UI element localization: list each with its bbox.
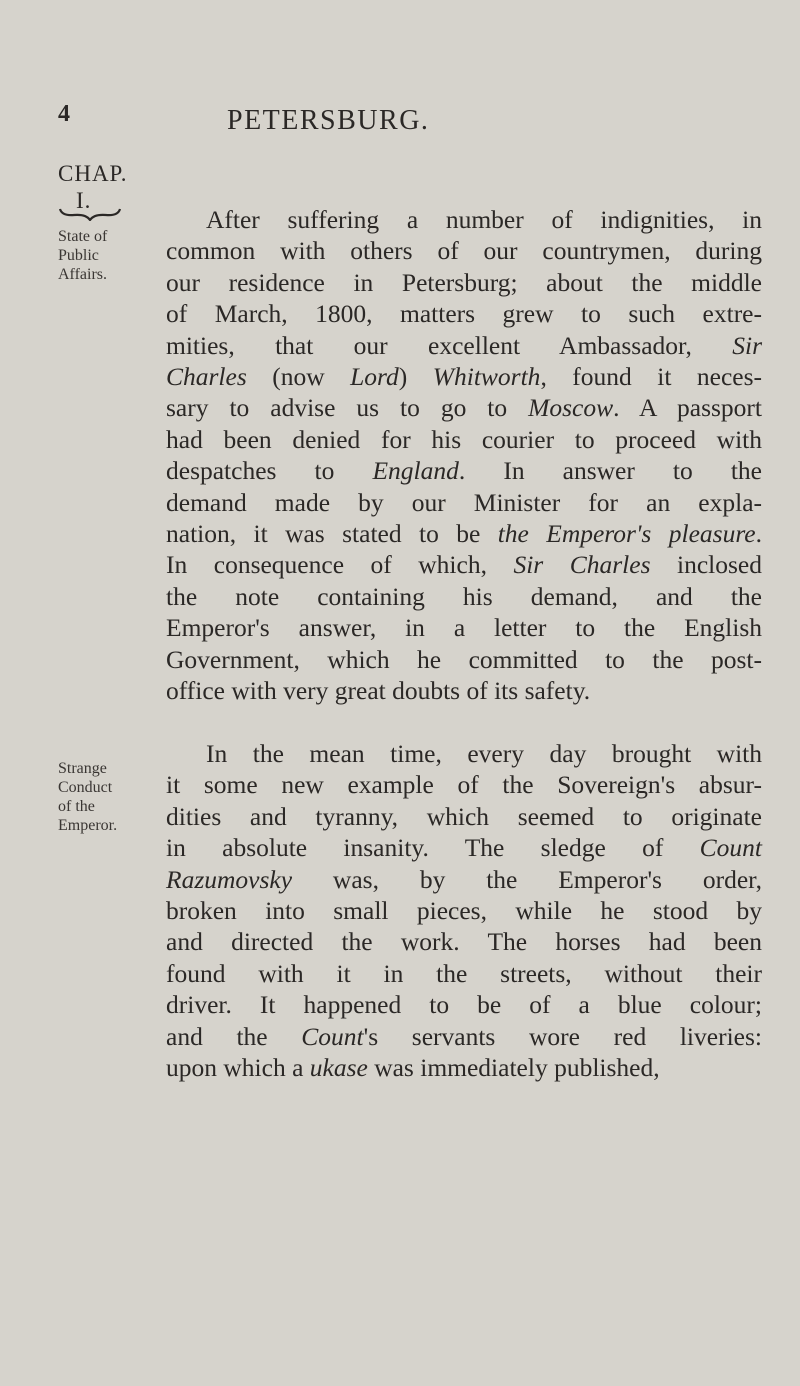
text-line: Razumovsky was, by the Emperor's order, xyxy=(166,864,762,894)
text-line: After suffering a number of indignities, in xyxy=(206,205,762,234)
text-line: driver. It happened to be of a blue colour; xyxy=(166,990,762,1020)
text-line: and directed the work. The horses had been xyxy=(166,927,762,957)
paragraph-1 xyxy=(166,204,762,707)
text-line: common with others of our countrymen, during xyxy=(166,236,762,266)
chapter-number: I. xyxy=(76,188,92,213)
text-line: mities, that our excellent Ambassador, Sir xyxy=(166,330,762,360)
chapter-heading xyxy=(58,160,158,214)
page-number: 4 xyxy=(58,101,70,127)
paragraph-2 xyxy=(166,738,762,1083)
text-line: dities and tyranny, which seemed to originate xyxy=(166,801,762,831)
text-line: demand made by our Minister for an expla- xyxy=(166,487,762,517)
text-line: our residence in Petersburg; about the middle xyxy=(166,267,762,297)
text-line: broken into small pieces, while he stood by xyxy=(166,896,762,926)
chapter-label: CHAP. xyxy=(58,161,128,186)
text-line: found with it in the streets, without their xyxy=(166,958,762,988)
chapter-brace-icon xyxy=(58,207,122,221)
text-line: Charles (now Lord) Whitworth, found it neces- xyxy=(166,362,762,392)
margin-note-line: Affairs. xyxy=(58,266,108,283)
text-line: of March, 1800, matters grew to such extre- xyxy=(166,299,762,329)
text-line: and the Count's servants wore red liveries: xyxy=(166,1021,762,1051)
margin-note-line: Conduct xyxy=(58,779,113,796)
text-line: Emperor's answer, in a letter to the English xyxy=(166,613,762,643)
margin-note-line: State of xyxy=(58,228,108,245)
text-line: office with very great doubts of its safety. xyxy=(166,676,591,706)
text-line: Government, which he committed to the post- xyxy=(166,644,762,674)
running-head: PETERSBURG. xyxy=(227,105,430,136)
text-line: the note containing his demand, and the xyxy=(166,581,762,611)
margin-note-strange-conduct xyxy=(58,759,138,835)
margin-note-state-of-public-affairs xyxy=(58,227,138,284)
text-line: nation, it was stated to be the Emperor's pleasure. xyxy=(166,519,762,549)
margin-note-line: Public xyxy=(58,247,99,264)
text-line: upon which a ukase was immediately published, xyxy=(166,1053,660,1083)
margin-note-line: Strange xyxy=(58,760,107,777)
margin-note-line: Emperor. xyxy=(58,817,118,834)
text-line: in absolute insanity. The sledge of Count xyxy=(166,833,762,863)
text-line: had been denied for his courier to proceed with xyxy=(166,424,762,454)
text-line: In consequence of which, Sir Charles inclosed xyxy=(166,550,763,580)
text-line: sary to advise us to go to Moscow. A passport xyxy=(166,393,762,423)
text-line: it some new example of the Sovereign's absur- xyxy=(166,770,762,800)
text-line: In the mean time, every day brought with xyxy=(206,739,762,768)
margin-note-line: of the xyxy=(58,798,95,815)
text-line: despatches to England. In answer to the xyxy=(166,456,762,486)
